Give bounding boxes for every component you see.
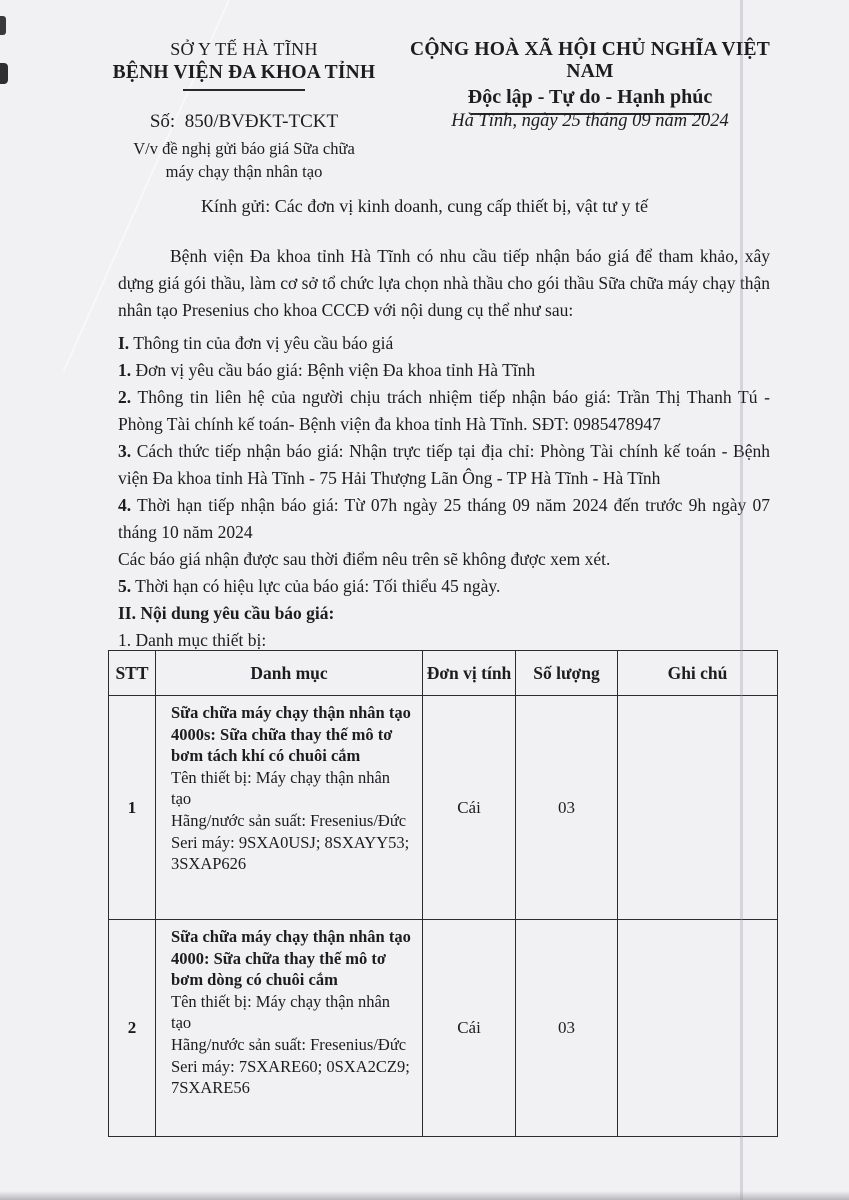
subject-line-1: V/v đề nghị gửi báo giá Sữa chữa: [133, 139, 355, 158]
row-1-unit: Cái: [423, 696, 516, 920]
item-2-text: Thông tin liên hệ của người chịu trách nhiệm tiếp nhận báo giá: Trần Thị Thanh Tú - Phòng Tài chính kế toán- Bệnh viện đa khoa tỉnh Hà Tĩnh. SĐT: 0985478947: [118, 387, 770, 434]
equipment-list-intro: 1. Danh mục thiết bị:: [118, 630, 267, 650]
org-name: BỆNH VIỆN ĐA KHOA TỈNH: [112, 62, 376, 83]
org-underline: [183, 89, 305, 91]
row-2-danh-muc: [156, 920, 423, 1137]
table-row: [109, 920, 778, 1137]
letterhead-national-block: [385, 39, 795, 115]
item-3-text: Cách thức tiếp nhận báo giá: Nhận trực tiếp tại địa chỉ: Phòng Tài chính kế toán - Bệnh viện Đa khoa tỉnh Hà Tĩnh - 75 Hải Thượng Lãn Ông - TP Hà Tĩnh - Hà Tĩnh: [118, 441, 770, 488]
row-1-detail-serial: Seri máy: 9SXA0USJ; 8SXAYY53; 3SXAP626: [171, 832, 410, 874]
header-don-vi-tinh: Đơn vị tính: [423, 651, 516, 696]
row-2-stt: 2: [109, 920, 156, 1137]
item-4-number: 4.: [118, 495, 132, 515]
list-item-1: [118, 357, 770, 384]
place-and-date: Hà Tĩnh, ngày 25 tháng 09 năm 2024: [451, 111, 729, 131]
table-row: [109, 696, 778, 920]
letterhead-org-block: [106, 39, 382, 91]
row-1-danh-muc: [156, 696, 423, 920]
row-1-quantity: 03: [516, 696, 618, 920]
scan-edge-mark: [0, 16, 6, 35]
header-danh-muc: Danh mục: [156, 651, 423, 696]
intro-paragraph: Bệnh viện Đa khoa tỉnh Hà Tĩnh có nhu cầu tiếp nhận báo giá để tham khảo, xây dựng giá gói thầu, làm cơ sở tổ chức lựa chọn nhà thầu cho gói thầu Sữa chữa máy chạy thận nhân tạo Presenius cho khoa CCCĐ với nội dung cụ thể như sau:: [118, 246, 770, 320]
org-parent-name: SỞ Y TẾ HÀ TĨNH: [170, 39, 318, 59]
row-2-detail-device: Tên thiết bị: Máy chạy thận nhân tạo: [171, 991, 391, 1033]
item-5-text: Thời hạn có hiệu lực của báo giá: Tối thiểu 45 ngày.: [131, 576, 501, 596]
salutation-line: Kính gửi: Các đơn vị kinh doanh, cung cấp thiết bị, vật tư y tế: [201, 196, 648, 216]
header-so-luong: Số lượng: [516, 651, 618, 696]
section-1-heading: [118, 330, 770, 357]
deadline-note: Các báo giá nhận được sau thời điểm nêu trên sẽ không được xem xét.: [118, 549, 611, 569]
scan-edge-mark: [0, 63, 8, 84]
row-1-detail-maker: Hãng/nước sản suất: Fresenius/Đức: [171, 810, 407, 830]
document-number: Số: 850/BVĐKT-TCKT: [149, 111, 339, 132]
list-item-3: [118, 438, 770, 492]
header-ghi-chu: Ghi chú: [618, 651, 778, 696]
row-2-detail-maker: Hãng/nước sản suất: Fresenius/Đức: [171, 1034, 407, 1054]
section-1-number: I.: [118, 333, 130, 353]
national-title: CỘNG HOÀ XÃ HỘI CHỦ NGHĨA VIỆT NAM: [410, 39, 770, 82]
item-1-text: Đơn vị yêu cầu báo giá: Bệnh viện Đa khoa tỉnh Hà Tĩnh: [131, 360, 536, 380]
row-1-detail-device: Tên thiết bị: Máy chạy thận nhân tạo: [171, 767, 391, 809]
item-5-number: 5.: [118, 576, 132, 596]
section-2-heading: II. Nội dung yêu cầu báo giá:: [118, 603, 335, 623]
item-2-number: 2.: [118, 387, 132, 407]
national-motto: Độc lập - Tự do - Hạnh phúc: [467, 86, 713, 108]
row-1-stt: 1: [109, 696, 156, 920]
item-4-text: Thời hạn tiếp nhận báo giá: Từ 07h ngày 25 tháng 09 năm 2024 đến trước 9h ngày 07 tháng 10 năm 2024: [118, 495, 770, 542]
list-item-2: [118, 384, 770, 438]
document-subject: [106, 137, 382, 183]
list-item-5: [118, 573, 770, 600]
row-2-item-title: Sữa chữa máy chạy thận nhân tạo 4000: Sữa chữa thay thế mô tơ bơm dòng có chuôi cắm: [171, 927, 411, 990]
row-1-note: [618, 696, 778, 920]
section-1-text: Thông tin của đơn vị yêu cầu báo giá: [129, 333, 394, 353]
row-2-detail-serial: Seri máy: 7SXARE60; 0SXA2CZ9; 7SXARE56: [171, 1056, 410, 1098]
scan-bottom-shadow: [0, 1191, 849, 1200]
row-1-item-title: Sữa chữa máy chạy thận nhân tạo 4000s: Sữa chữa thay thế mô tơ bơm tách khí có chuôi cắm: [171, 703, 411, 766]
row-2-quantity: 03: [516, 920, 618, 1137]
subject-line-2: máy chạy thận nhân tạo: [165, 162, 323, 181]
item-1-number: 1.: [118, 360, 132, 380]
row-2-unit: Cái: [423, 920, 516, 1137]
letter-body: [118, 243, 770, 654]
item-3-number: 3.: [118, 441, 132, 461]
row-2-note: [618, 920, 778, 1137]
list-item-4: [118, 492, 770, 546]
header-stt: STT: [109, 651, 156, 696]
equipment-table: [108, 650, 778, 1137]
table-header-row: [109, 651, 778, 696]
